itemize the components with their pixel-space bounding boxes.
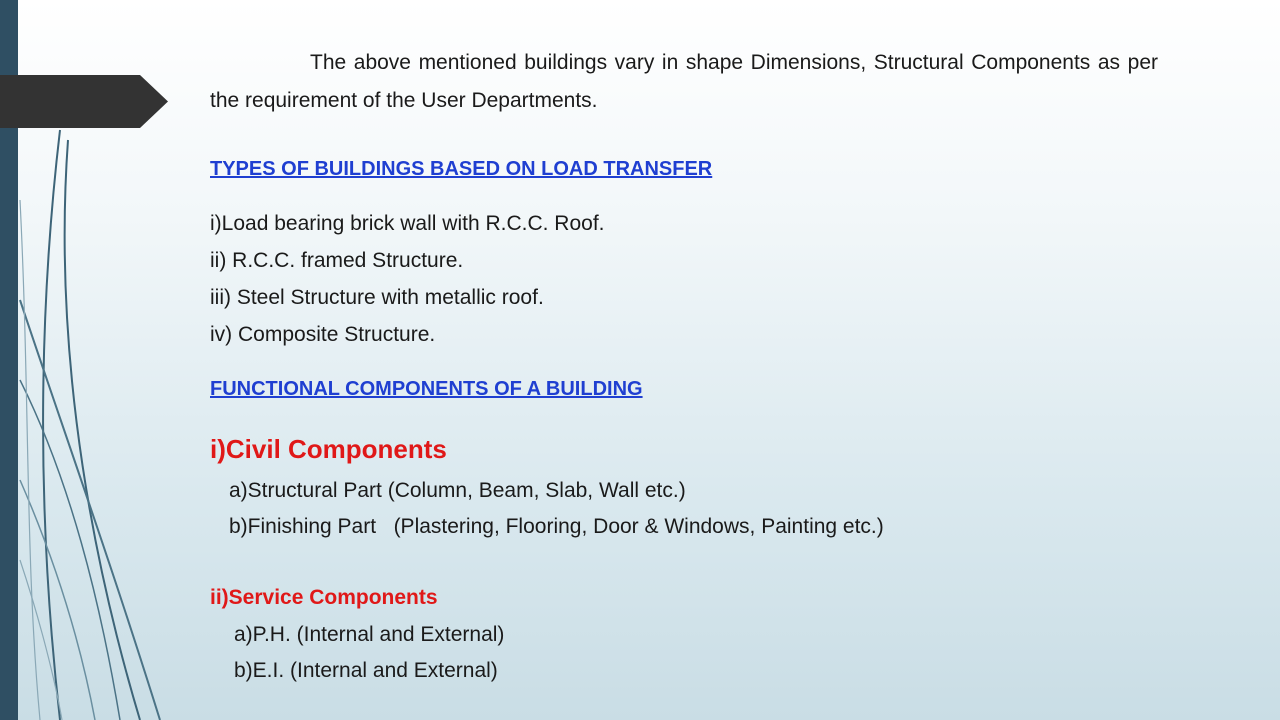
list-item: iv) Composite Structure. bbox=[210, 323, 436, 346]
civil-components-title: i)Civil Components bbox=[210, 434, 447, 464]
list-item: a)P.H. (Internal and External) bbox=[234, 623, 505, 646]
list-item: i)Load bearing brick wall with R.C.C. Roof. bbox=[210, 212, 605, 235]
list-item: b)E.I. (Internal and External) bbox=[234, 659, 498, 682]
list-item: iii) Steel Structure with metallic roof. bbox=[210, 286, 544, 309]
intro-paragraph: The above mentioned buildings vary in shape Dimensions, Structural Components as per the requirement of the User Departments. bbox=[210, 51, 1158, 112]
service-components-title: ii)Service Components bbox=[210, 586, 438, 609]
heading-load-transfer: TYPES OF BUILDINGS BASED ON LOAD TRANSFER bbox=[210, 158, 713, 180]
list-item: ii) R.C.C. framed Structure. bbox=[210, 249, 464, 272]
list-item: b)Finishing Part (Plastering, Flooring, Door & Windows, Painting etc.) bbox=[229, 515, 884, 538]
list-item: a)Structural Part (Column, Beam, Slab, Wall etc.) bbox=[229, 479, 686, 502]
heading-functional-components: FUNCTIONAL COMPONENTS OF A BUILDING bbox=[210, 378, 643, 400]
title-tab-arrow bbox=[0, 75, 168, 128]
